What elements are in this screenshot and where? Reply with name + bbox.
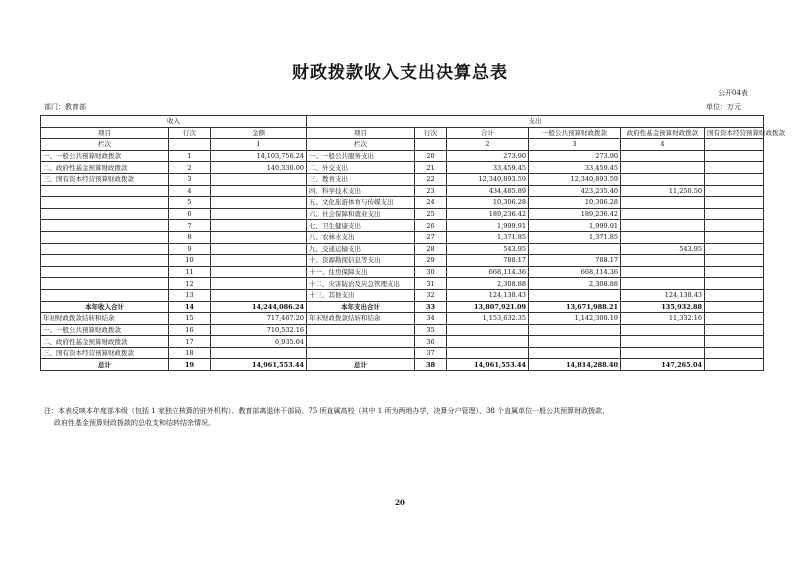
cell-total: 2,308.88 <box>447 278 529 290</box>
cell-general <box>529 324 621 336</box>
col-index-4: 4 <box>621 139 705 151</box>
cell-in-amt <box>211 255 307 267</box>
col-index-3: 3 <box>529 139 621 151</box>
income-item-header: 项目 <box>41 127 169 139</box>
cell-in-seq: 11 <box>169 266 211 278</box>
cell-fund <box>621 150 705 162</box>
cell-fund: 147,265.04 <box>621 359 705 371</box>
cell-fund: 124,138.43 <box>621 289 705 301</box>
general-budget-header: 一般公共预算财政拨款 <box>529 127 621 139</box>
cell-out-seq: 32 <box>415 289 447 301</box>
cell-in-item <box>41 278 169 290</box>
carry-over-row <box>41 324 764 336</box>
department-label: 部门：教育部 <box>44 103 86 111</box>
cell-fund <box>621 173 705 185</box>
cell-fund <box>621 347 705 359</box>
cell-out-seq: 36 <box>415 336 447 348</box>
cell-fund: 11,250.50 <box>621 185 705 197</box>
header-row-col-index <box>41 139 764 151</box>
cell-general: 10,306.28 <box>529 197 621 209</box>
cell-out-seq: 30 <box>415 266 447 278</box>
cell-out-item: 二、外交支出 <box>307 162 415 174</box>
cell-in-item: 总计 <box>41 359 169 371</box>
cell-total: 1,153,632.35 <box>447 313 529 325</box>
cell-out-item: 十一、住房保障支出 <box>307 266 415 278</box>
cell-state <box>705 347 764 359</box>
cell-in-item <box>41 220 169 232</box>
cell-out-seq: 28 <box>415 243 447 255</box>
expense-total-header: 合计 <box>447 127 529 139</box>
cell-in-item: 一、一般公共预算财政拨款 <box>41 150 169 162</box>
cell-fund <box>621 266 705 278</box>
cell-out-seq: 21 <box>415 162 447 174</box>
cell-total: 12,340,893.59 <box>447 173 529 185</box>
cell-in-amt: 14,244,086.24 <box>211 301 307 313</box>
col-label-2: 栏次 <box>307 139 415 151</box>
cell-total: 434,485.89 <box>447 185 529 197</box>
cell-fund <box>621 278 705 290</box>
cell-fund: 11,332.16 <box>621 313 705 325</box>
cell-in-amt <box>211 278 307 290</box>
cell-in-seq: 2 <box>169 162 211 174</box>
cell-in-item: 三、国有资本经营预算财政拨款 <box>41 173 169 185</box>
table-row <box>41 231 764 243</box>
state-capital-header: 国有资本经营预算财政拨款 <box>705 127 764 139</box>
cell-out-seq: 29 <box>415 255 447 267</box>
cell-in-seq: 9 <box>169 243 211 255</box>
cell-total: 124,138.43 <box>447 289 529 301</box>
cell-in-item: 三、国有资本经营预算财政拨款 <box>41 347 169 359</box>
cell-total: 1,371.85 <box>447 231 529 243</box>
cell-total: 1,999.91 <box>447 220 529 232</box>
report-title: 财政拨款收入支出决算总表 <box>292 63 508 83</box>
cell-in-amt: 717,467.20 <box>211 313 307 325</box>
cell-in-amt <box>211 289 307 301</box>
cell-in-seq: 1 <box>169 150 211 162</box>
cell-in-seq: 13 <box>169 289 211 301</box>
table-row <box>41 255 764 267</box>
cell-general: 788.17 <box>529 255 621 267</box>
cell-out-seq: 33 <box>415 301 447 313</box>
cell-general <box>529 243 621 255</box>
gov-fund-header: 政府性基金预算财政拨款 <box>621 127 705 139</box>
expense-item-header: 项目 <box>307 127 415 139</box>
cell-fund <box>621 220 705 232</box>
cell-fund <box>621 231 705 243</box>
carry-over-row <box>41 336 764 348</box>
cell-in-item: 二、政府性基金预算财政拨款 <box>41 162 169 174</box>
cell-out-item: 十二、灾害防治及应急管理支出 <box>307 278 415 290</box>
cell-fund <box>621 162 705 174</box>
grand-total-row <box>41 359 764 371</box>
cell-state <box>705 336 764 348</box>
cell-state <box>705 208 764 220</box>
table-row <box>41 197 764 209</box>
cell-general: 13,671,988.21 <box>529 301 621 313</box>
col-index-1: 1 <box>211 139 307 151</box>
table-row <box>41 173 764 185</box>
cell-in-item <box>41 289 169 301</box>
cell-general: 2,308.88 <box>529 278 621 290</box>
carry-over-row <box>41 313 764 325</box>
cell-in-amt <box>211 220 307 232</box>
cell-out-seq: 26 <box>415 220 447 232</box>
table-row <box>41 289 764 301</box>
cell-out-item: 十三、其他支出 <box>307 289 415 301</box>
cell-general: 423,235.40 <box>529 185 621 197</box>
cell-out-seq: 27 <box>415 231 447 243</box>
col-index-2: 2 <box>447 139 529 151</box>
cell-in-seq: 6 <box>169 208 211 220</box>
cell-state <box>705 162 764 174</box>
header-row-group <box>41 116 764 128</box>
cell-in-amt <box>211 243 307 255</box>
cell-state <box>705 278 764 290</box>
cell-in-amt: 710,532.16 <box>211 324 307 336</box>
cell-fund <box>621 197 705 209</box>
cell-general: 1,371.85 <box>529 231 621 243</box>
cell-in-seq: 7 <box>169 220 211 232</box>
cell-total <box>447 336 529 348</box>
cell-in-amt <box>211 347 307 359</box>
cell-general: 1,142,300.19 <box>529 313 621 325</box>
cell-out-seq: 37 <box>415 347 447 359</box>
cell-total: 33,459.45 <box>447 162 529 174</box>
table-row <box>41 278 764 290</box>
cell-in-amt <box>211 185 307 197</box>
cell-general: 273.90 <box>529 150 621 162</box>
unit-label: 单位：万元 <box>706 103 741 111</box>
cell-out-item <box>307 336 415 348</box>
cell-out-item: 年末财政拨款结转和结余 <box>307 313 415 325</box>
cell-total: 788.17 <box>447 255 529 267</box>
cell-total: 543.95 <box>447 243 529 255</box>
cell-general <box>529 347 621 359</box>
page-number: 20 <box>395 498 405 507</box>
cell-in-seq: 19 <box>169 359 211 371</box>
table-row <box>41 243 764 255</box>
annual-total-row <box>41 301 764 313</box>
table-row <box>41 185 764 197</box>
cell-out-item: 五、文化旅游体育与传媒支出 <box>307 197 415 209</box>
cell-out-item: 总计 <box>307 359 415 371</box>
cell-out-seq: 38 <box>415 359 447 371</box>
cell-out-seq: 20 <box>415 150 447 162</box>
cell-out-item: 一、一般公共服务支出 <box>307 150 415 162</box>
cell-in-amt <box>211 173 307 185</box>
table-row <box>41 220 764 232</box>
cell-total: 668,114.36 <box>447 266 529 278</box>
cell-general: 1,999.91 <box>529 220 621 232</box>
cell-fund: 135,932.88 <box>621 301 705 313</box>
cell-out-seq: 24 <box>415 197 447 209</box>
cell-state <box>705 231 764 243</box>
cell-state <box>705 313 764 325</box>
cell-in-amt <box>211 208 307 220</box>
cell-in-item <box>41 208 169 220</box>
cell-fund: 543.95 <box>621 243 705 255</box>
col-label: 栏次 <box>41 139 169 151</box>
cell-general: 33,459.45 <box>529 162 621 174</box>
expense-seq-header: 行次 <box>415 127 447 139</box>
fiscal-summary-table <box>40 115 785 371</box>
cell-in-seq: 8 <box>169 231 211 243</box>
cell-in-item <box>41 255 169 267</box>
footnote <box>44 405 774 429</box>
cell-in-seq: 10 <box>169 255 211 267</box>
cell-out-item: 七、卫生健康支出 <box>307 220 415 232</box>
cell-out-seq: 23 <box>415 185 447 197</box>
cell-out-item: 十、资源勘探信息等支出 <box>307 255 415 267</box>
cell-in-item <box>41 243 169 255</box>
cell-in-seq: 14 <box>169 301 211 313</box>
cell-out-item <box>307 324 415 336</box>
cell-fund <box>621 255 705 267</box>
form-number: 公开04表 <box>718 89 748 97</box>
cell-state <box>705 266 764 278</box>
cell-state <box>705 289 764 301</box>
cell-general: 14,814,288.40 <box>529 359 621 371</box>
table-row <box>41 162 764 174</box>
cell-state <box>705 255 764 267</box>
cell-out-item: 四、科学技术支出 <box>307 185 415 197</box>
cell-out-seq: 34 <box>415 313 447 325</box>
cell-in-seq: 17 <box>169 336 211 348</box>
cell-in-amt <box>211 197 307 209</box>
cell-in-item: 一、一般公共预算财政拨款 <box>41 324 169 336</box>
cell-state <box>705 243 764 255</box>
cell-in-item: 本年收入合计 <box>41 301 169 313</box>
cell-state <box>705 197 764 209</box>
cell-in-seq: 16 <box>169 324 211 336</box>
table-row <box>41 208 764 220</box>
carry-over-row <box>41 347 764 359</box>
cell-total: 273.90 <box>447 150 529 162</box>
cell-total: 189,236.42 <box>447 208 529 220</box>
income-amount-header: 金额 <box>211 127 307 139</box>
cell-in-amt: 6,935.04 <box>211 336 307 348</box>
cell-in-seq: 5 <box>169 197 211 209</box>
cell-fund <box>621 336 705 348</box>
cell-total: 10,306.28 <box>447 197 529 209</box>
table-row <box>41 150 764 162</box>
cell-state <box>705 324 764 336</box>
cell-in-item: 年初财政拨款结转和结余 <box>41 313 169 325</box>
header-row-columns <box>41 127 764 139</box>
expense-header: 支出 <box>307 116 764 128</box>
cell-in-seq: 12 <box>169 278 211 290</box>
cell-fund <box>621 324 705 336</box>
cell-out-item: 九、交通运输支出 <box>307 243 415 255</box>
cell-state <box>705 150 764 162</box>
cell-general: 189,236.42 <box>529 208 621 220</box>
cell-fund <box>621 208 705 220</box>
cell-state <box>705 220 764 232</box>
cell-state <box>705 359 764 371</box>
cell-total <box>447 324 529 336</box>
cell-state <box>705 301 764 313</box>
cell-total: 13,807,921.09 <box>447 301 529 313</box>
cell-in-item: 二、政府性基金预算财政拨款 <box>41 336 169 348</box>
cell-out-item <box>307 347 415 359</box>
income-header: 收入 <box>41 116 307 128</box>
cell-in-seq: 4 <box>169 185 211 197</box>
cell-state <box>705 185 764 197</box>
cell-in-amt: 14,961,553.44 <box>211 359 307 371</box>
cell-in-amt <box>211 231 307 243</box>
cell-in-seq: 18 <box>169 347 211 359</box>
cell-in-amt <box>211 266 307 278</box>
cell-total: 14,961,553.44 <box>447 359 529 371</box>
footnote-line-1: 注：本表反映本年度部本级（包括 1 家独立核算的驻外机构）、教育部离退休干部局、75 所直属高校（其中 1 所为两地办学，决算分户管理）、38 个直属单位一般公共预算财政拨款、 <box>44 407 610 415</box>
cell-total <box>447 347 529 359</box>
cell-in-item <box>41 266 169 278</box>
table-row <box>41 266 764 278</box>
cell-in-item <box>41 197 169 209</box>
cell-general <box>529 289 621 301</box>
income-seq-header: 行次 <box>169 127 211 139</box>
cell-in-item <box>41 185 169 197</box>
cell-in-amt: 140,330.00 <box>211 162 307 174</box>
cell-general: 12,340,893.59 <box>529 173 621 185</box>
cell-out-seq: 35 <box>415 324 447 336</box>
cell-general: 668,114.36 <box>529 266 621 278</box>
cell-in-item <box>41 231 169 243</box>
cell-out-item: 六、社会保障和就业支出 <box>307 208 415 220</box>
cell-out-item: 八、农林水支出 <box>307 231 415 243</box>
cell-out-seq: 31 <box>415 278 447 290</box>
cell-out-item: 三、教育支出 <box>307 173 415 185</box>
cell-out-seq: 25 <box>415 208 447 220</box>
cell-in-seq: 3 <box>169 173 211 185</box>
cell-out-seq: 22 <box>415 173 447 185</box>
cell-state <box>705 173 764 185</box>
cell-out-item: 本年支出合计 <box>307 301 415 313</box>
cell-in-amt: 14,103,756.24 <box>211 150 307 162</box>
cell-in-seq: 15 <box>169 313 211 325</box>
footnote-line-2: 政府性基金预算财政拨款的总收支和结转结余情况。 <box>54 419 215 427</box>
cell-general <box>529 336 621 348</box>
